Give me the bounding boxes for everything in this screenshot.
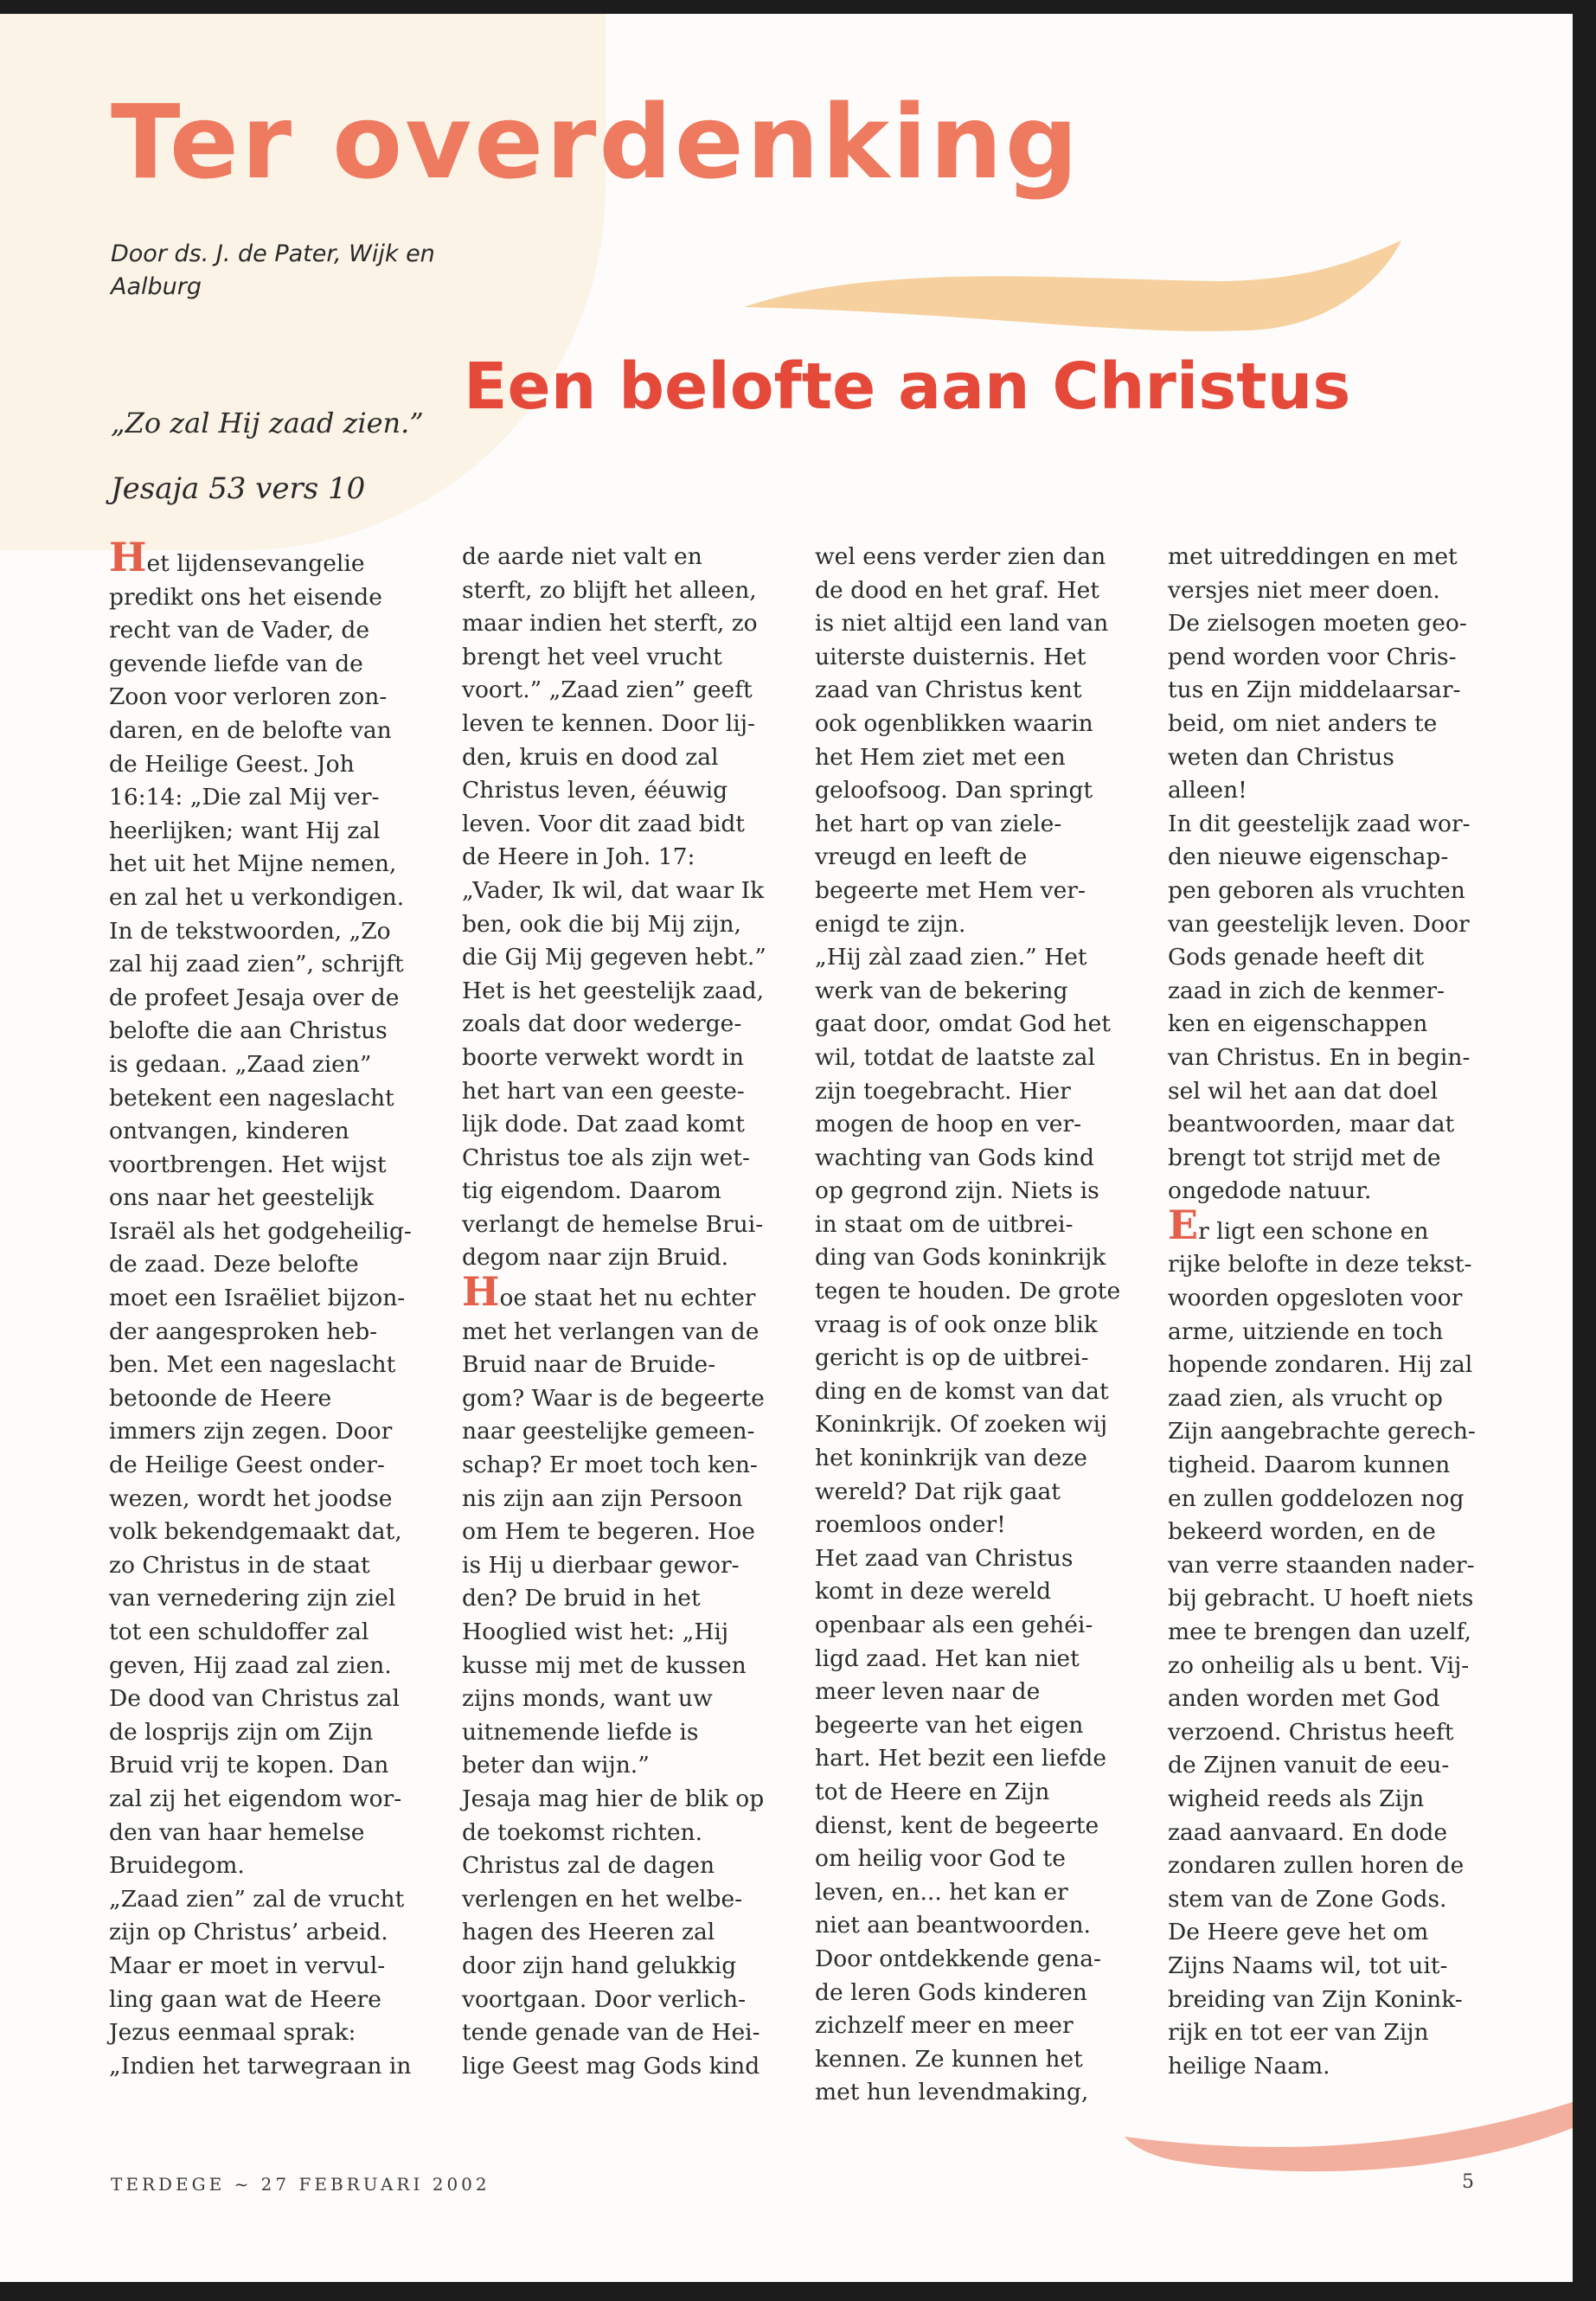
column-line: hagen des Heeren zal bbox=[462, 1919, 715, 1946]
column-line: hart. Het bezit een liefde bbox=[815, 1745, 1106, 1772]
column-line: r ligt een schone en bbox=[1198, 1217, 1429, 1245]
column-line: van geestelijk leven. Door bbox=[1168, 910, 1470, 938]
column-line: pen geboren als vruchten bbox=[1168, 876, 1465, 904]
column-line: door zijn hand gelukkig bbox=[462, 1952, 737, 1979]
column-line: daren, en de belofte van bbox=[109, 716, 392, 744]
column-line: Maar er moet in vervul- bbox=[109, 1952, 386, 1979]
column-line: breiding van Zijn Konink- bbox=[1168, 1985, 1463, 2013]
column-line: bekeerd worden, en de bbox=[1168, 1518, 1436, 1546]
column-line: den? De bruid in het bbox=[462, 1585, 701, 1612]
column-line: komt in deze wereld bbox=[815, 1578, 1052, 1606]
column-line: in staat om de uitbrei- bbox=[815, 1210, 1074, 1238]
text-column-2 bbox=[462, 541, 804, 2083]
column-line: de zaad. Deze belofte bbox=[109, 1251, 359, 1279]
column-line: zal hij zaad zien”, schrijft bbox=[109, 951, 404, 978]
column-line: tot de Heere en Zijn bbox=[815, 1778, 1050, 1805]
column-line: rijke belofte in deze tekst- bbox=[1168, 1251, 1472, 1279]
column-line: openbaar als een gehéi- bbox=[815, 1612, 1093, 1638]
column-line: maar indien het sterft, zo bbox=[462, 610, 758, 638]
column-line: van Christus. En in begin- bbox=[1168, 1043, 1471, 1071]
column-line: is niet altijd een land van bbox=[815, 610, 1109, 638]
column-line: Het is het geestelijk zaad, bbox=[462, 977, 765, 1004]
column-line: is gedaan. „Zaad zien” bbox=[109, 1050, 372, 1078]
column-line: immers zijn zegen. Door bbox=[109, 1418, 393, 1445]
column-line: vraag is of ook onze blik bbox=[815, 1311, 1098, 1338]
column-line: voort.” „Zaad zien” geeft bbox=[462, 676, 753, 704]
column-line: lijk dode. Dat zaad komt bbox=[462, 1111, 745, 1138]
column-line: moet een Israëliet bijzon- bbox=[109, 1285, 406, 1312]
column-line: versjes niet meer doen. bbox=[1168, 576, 1440, 604]
column-line: weten dan Christus bbox=[1168, 743, 1394, 771]
column-line: kennen. Ze kunnen het bbox=[815, 2045, 1083, 2073]
column-line: bij gebracht. U hoeft niets bbox=[1168, 1585, 1474, 1612]
column-line: tigheid. Daarom kunnen bbox=[1168, 1452, 1451, 1479]
column-line: stem van de Zone Gods. bbox=[1168, 1885, 1447, 1913]
dropcap: E bbox=[1168, 1201, 1199, 1248]
scripture-quote: „Zo zal Hij zaad zien.” bbox=[111, 407, 424, 439]
article-headline: Een belofte aan Christus bbox=[464, 349, 1351, 424]
column-line: volk bekendgemaakt dat, bbox=[109, 1518, 402, 1546]
column-line: op gegrond zijn. Niets is bbox=[815, 1177, 1099, 1205]
column-line: wigheid reeds als Zijn bbox=[1168, 1785, 1425, 1812]
column-line: het Hem ziet met een bbox=[815, 743, 1066, 771]
column-line: met het verlangen van de bbox=[462, 1317, 760, 1345]
column-line: gom? Waar is de begeerte bbox=[462, 1384, 765, 1412]
column-line: roemloos onder! bbox=[815, 1511, 1006, 1539]
column-line: zaad aanvaard. En dode bbox=[1168, 1818, 1448, 1846]
column-line: tende genade van de Hei- bbox=[462, 2019, 760, 2047]
column-line: voortbrengen. Het wijst bbox=[109, 1150, 387, 1178]
column-line: zijn toegebracht. Hier bbox=[815, 1077, 1071, 1105]
column-line: gericht is op de uitbrei- bbox=[815, 1344, 1089, 1372]
column-line: ons naar het geestelijk bbox=[109, 1184, 375, 1212]
author-line-1: Door ds. J. de Pater, Wijk en bbox=[111, 240, 435, 267]
column-line: nis zijn aan zijn Persoon bbox=[462, 1484, 743, 1512]
column-line: alleen! bbox=[1168, 777, 1247, 804]
column-line: dienst, kent de begeerte bbox=[815, 1811, 1099, 1839]
column-line: Israël als het godgeheilig- bbox=[109, 1217, 412, 1245]
column-line: kusse mij met de kussen bbox=[462, 1651, 747, 1679]
column-line: uitnemende liefde is bbox=[462, 1718, 699, 1746]
column-line: Door ontdekkende gena- bbox=[815, 1945, 1101, 1972]
column-line: arme, uitziende en toch bbox=[1168, 1317, 1444, 1345]
column-line: tegen te houden. De grote bbox=[815, 1278, 1121, 1305]
column-line: zichzelf meer en meer bbox=[815, 2012, 1074, 2040]
column-line: zaad van Christus kent bbox=[815, 676, 1082, 704]
column-line: gevende liefde van de bbox=[109, 650, 363, 677]
column-line: werk van de bekering bbox=[815, 977, 1068, 1004]
column-line: begeerte van het eigen bbox=[815, 1711, 1084, 1739]
column-line: van vernedering zijn ziel bbox=[109, 1585, 396, 1612]
column-line: het uit het Mijne nemen, bbox=[109, 850, 397, 878]
column-line: De Heere geve het om bbox=[1168, 1919, 1429, 1946]
column-line: Het zaad van Christus bbox=[815, 1544, 1074, 1572]
column-line: gaat door, omdat God het bbox=[815, 1010, 1111, 1038]
top-wave-decoration bbox=[727, 234, 1419, 363]
column-line: wel eens verder zien dan bbox=[815, 543, 1106, 570]
column-line: zaad in zich de kenmer- bbox=[1168, 977, 1445, 1004]
column-line: mee te brengen dan uzelf, bbox=[1168, 1618, 1471, 1645]
column-line: Gods genade heeft dit bbox=[1168, 944, 1425, 971]
column-line: zo onheilig als u bent. Vij- bbox=[1168, 1651, 1470, 1679]
column-line: die Gij Mij gegeven hebt.” bbox=[462, 944, 766, 971]
column-line: met hun levendmaking, bbox=[815, 2079, 1089, 2106]
column-line: recht van de Vader, de bbox=[109, 617, 370, 644]
column-line: tig eigendom. Daarom bbox=[462, 1177, 721, 1205]
column-line: Koninkrijk. Of zoeken wij bbox=[815, 1411, 1108, 1439]
column-line: verlengen en het welbe- bbox=[462, 1885, 743, 1913]
column-line: wezen, wordt het joodse bbox=[109, 1484, 393, 1512]
column-line: ding en de komst van dat bbox=[815, 1377, 1109, 1405]
author-line-2: Aalburg bbox=[111, 273, 202, 300]
column-line: verlangt de hemelse Brui- bbox=[462, 1210, 764, 1238]
column-line: heilige Naam. bbox=[1168, 2052, 1330, 2080]
column-line: de Heilige Geest. Joh bbox=[109, 750, 355, 778]
column-line: om Hem te begeren. Hoe bbox=[462, 1518, 755, 1546]
author-byline bbox=[111, 238, 474, 304]
column-line: de Heere in Joh. 17: bbox=[462, 843, 695, 871]
column-line: het koninkrijk van deze bbox=[815, 1445, 1087, 1472]
column-line: de leren Gods kinderen bbox=[815, 1978, 1087, 2006]
column-line: Jezus eenmaal sprak: bbox=[109, 2019, 356, 2047]
column-line: De zielsogen moeten geo- bbox=[1168, 610, 1467, 638]
column-line: heerlijken; want Hij zal bbox=[109, 817, 381, 844]
column-line: der aangesproken heb- bbox=[109, 1317, 378, 1345]
column-line: met uitreddingen en met bbox=[1168, 543, 1458, 570]
column-line: leven te kennen. Door lij- bbox=[462, 709, 755, 737]
column-line: Hooglied wist het: „Hij bbox=[462, 1618, 729, 1645]
column-line: den nieuwe eigenschap- bbox=[1168, 843, 1449, 871]
column-line: verzoend. Christus heeft bbox=[1168, 1718, 1454, 1746]
column-line: Christus toe als zijn wet- bbox=[462, 1144, 750, 1171]
column-line: oe staat het nu echter bbox=[499, 1285, 756, 1312]
column-line: Zijn aangebrachte gerech- bbox=[1168, 1418, 1476, 1445]
bottom-wave-decoration bbox=[1125, 2093, 1573, 2189]
text-column-4 bbox=[1168, 541, 1509, 2083]
column-line: geven, Hij zaad zal zien. bbox=[109, 1651, 392, 1679]
column-line: en zal het u verkondigen. bbox=[109, 883, 405, 911]
column-line: de Heilige Geest onder- bbox=[109, 1452, 385, 1479]
scan-border-right bbox=[1573, 0, 1596, 2301]
column-line: zo Christus in de staat bbox=[109, 1551, 370, 1579]
column-line: zoals dat door wederge- bbox=[462, 1010, 742, 1038]
column-line: ontvangen, kinderen bbox=[109, 1118, 349, 1145]
column-line: tus en Zijn middelaarsar- bbox=[1168, 676, 1461, 704]
column-line: en zullen goddelozen nog bbox=[1168, 1484, 1465, 1512]
column-line: zal zij het eigendom wor- bbox=[109, 1785, 402, 1812]
column-line: Zijns Naams wil, tot uit- bbox=[1168, 1952, 1448, 1979]
column-line: uiterste duisternis. Het bbox=[815, 643, 1086, 670]
column-line: zaad zien, als vrucht op bbox=[1168, 1384, 1443, 1412]
column-line: schap? Er moet toch ken- bbox=[462, 1452, 758, 1479]
dropcap: H bbox=[109, 534, 147, 580]
column-line: zijns monds, want uw bbox=[462, 1685, 713, 1713]
column-line: woorden opgesloten voor bbox=[1168, 1285, 1463, 1312]
column-line: de profeet Jesaja over de bbox=[109, 984, 400, 1011]
column-line: leven, en... het kan er bbox=[815, 1878, 1068, 1906]
column-line: begeerte met Hem ver- bbox=[815, 876, 1086, 904]
scan-border-bottom bbox=[0, 2282, 1596, 2301]
column-line: beid, om niet anders te bbox=[1168, 709, 1438, 737]
column-line: den van haar hemelse bbox=[109, 1818, 365, 1846]
column-line: Christus zal de dagen bbox=[462, 1852, 715, 1880]
column-line: zijn op Christus’ arbeid. bbox=[109, 1919, 388, 1946]
column-line: de dood en het graf. Het bbox=[815, 576, 1099, 604]
column-line: „Vader, Ik wil, dat waar Ik bbox=[462, 876, 765, 904]
section-title: Ter overdenking bbox=[111, 82, 1081, 202]
column-line: anden worden met God bbox=[1168, 1685, 1440, 1713]
column-line: niet aan beantwoorden. bbox=[815, 1912, 1091, 1939]
column-line: ligd zaad. Het kan niet bbox=[815, 1644, 1080, 1672]
column-line: In de tekstwoorden, „Zo bbox=[109, 917, 391, 945]
column-line: beter dan wijn.” bbox=[462, 1752, 650, 1779]
column-line: Jesaja mag hier de blik op bbox=[462, 1785, 765, 1812]
column-line: belofte die aan Christus bbox=[109, 1017, 388, 1045]
column-line: sel wil het aan dat doel bbox=[1168, 1077, 1439, 1105]
column-line: degom naar zijn Bruid. bbox=[462, 1244, 729, 1272]
column-line: ling gaan wat de Heere bbox=[109, 1985, 381, 2013]
column-line: Christus leven, ééuwig bbox=[462, 777, 728, 804]
column-line: naar geestelijke gemeen- bbox=[462, 1418, 755, 1445]
column-line: ding van Gods koninkrijk bbox=[815, 1244, 1106, 1272]
column-line: In dit geestelijk zaad wor- bbox=[1168, 810, 1471, 837]
column-line: Bruid naar de Bruide- bbox=[462, 1351, 716, 1379]
column-line: het hart van een geeste- bbox=[462, 1077, 745, 1105]
column-line: ben, ook die bij Mij zijn, bbox=[462, 910, 741, 938]
column-line: et lijdensevangelie bbox=[146, 550, 365, 577]
column-line: leven. Voor dit zaad bidt bbox=[462, 810, 745, 837]
column-line: ongedode natuur. bbox=[1168, 1177, 1372, 1205]
column-line: de losprijs zijn om Zijn bbox=[109, 1718, 374, 1746]
column-line: betoonde de Heere bbox=[109, 1384, 332, 1412]
column-line: Bruid vrij te kopen. Dan bbox=[109, 1752, 389, 1779]
column-line: „Hij zàl zaad zien.” Het bbox=[815, 944, 1087, 971]
column-line: tot een schuldoffer zal bbox=[109, 1618, 369, 1645]
column-line: van verre staanden nader- bbox=[1168, 1551, 1475, 1579]
column-line: De dood van Christus zal bbox=[109, 1685, 400, 1713]
text-column-1 bbox=[109, 534, 451, 2083]
column-line: het hart op van ziele- bbox=[815, 810, 1062, 837]
column-line: voortgaan. Door verlich- bbox=[462, 1985, 747, 2013]
column-line: meer leven naar de bbox=[815, 1678, 1041, 1706]
column-line: predikt ons het eisende bbox=[109, 583, 382, 611]
column-line: Bruidegom. bbox=[109, 1852, 245, 1880]
column-line: brengt het veel vrucht bbox=[462, 643, 722, 670]
column-line: om heilig voor God te bbox=[815, 1845, 1066, 1873]
column-line: de Zijnen vanuit de eeu- bbox=[1168, 1752, 1450, 1779]
column-line: rijk en tot eer van Zijn bbox=[1168, 2019, 1429, 2047]
column-line: de toekomst richten. bbox=[462, 1818, 703, 1846]
column-line: sterft, zo blijft het alleen, bbox=[462, 576, 757, 604]
column-line: betekent een nageslacht bbox=[109, 1084, 394, 1112]
publication-footer: TERDEGE ~ 27 FEBRUARI 2002 bbox=[111, 2174, 490, 2195]
column-line: wil, totdat de laatste zal bbox=[815, 1043, 1095, 1071]
column-line: „Zaad zien” zal de vrucht bbox=[109, 1885, 405, 1913]
page-number: 5 bbox=[1462, 2171, 1474, 2193]
column-line: wereld? Dat rijk gaat bbox=[815, 1477, 1061, 1505]
column-line: boorte verwekt wordt in bbox=[462, 1043, 744, 1071]
column-line: pend worden voor Chris- bbox=[1168, 643, 1457, 670]
scan-border-top bbox=[0, 0, 1596, 14]
column-line: vreugd en leeft de bbox=[815, 843, 1028, 871]
column-line: den, kruis en dood zal bbox=[462, 743, 719, 771]
column-line: hopende zondaren. Hij zal bbox=[1168, 1351, 1473, 1379]
dropcap: H bbox=[462, 1268, 500, 1316]
column-line: zondaren zullen horen de bbox=[1168, 1852, 1465, 1880]
scripture-reference: Jesaja 53 vers 10 bbox=[111, 471, 366, 506]
column-line: brengt tot strijd met de bbox=[1168, 1144, 1441, 1171]
column-line: beantwoorden, maar dat bbox=[1168, 1111, 1455, 1138]
column-line: de aarde niet valt en bbox=[462, 543, 702, 570]
text-column-3 bbox=[815, 541, 1157, 2110]
column-line: mogen de hoop en ver- bbox=[815, 1111, 1082, 1138]
column-line: ben. Met een nageslacht bbox=[109, 1351, 396, 1379]
column-line: geloofsoog. Dan springt bbox=[815, 777, 1093, 804]
column-line: lige Geest mag Gods kind bbox=[462, 2052, 760, 2080]
column-line: is Hij u dierbaar gewor- bbox=[462, 1551, 740, 1579]
column-line: wachting van Gods kind bbox=[815, 1144, 1094, 1171]
column-line: ook ogenblikken waarin bbox=[815, 709, 1093, 737]
column-line: enigd te zijn. bbox=[815, 910, 966, 938]
column-line: ken en eigenschappen bbox=[1168, 1010, 1428, 1038]
column-line: „Indien het tarwegraan in bbox=[109, 2052, 412, 2080]
column-line: Zoon voor verloren zon- bbox=[109, 683, 388, 711]
column-line: 16:14: „Die zal Mij ver- bbox=[109, 784, 380, 811]
